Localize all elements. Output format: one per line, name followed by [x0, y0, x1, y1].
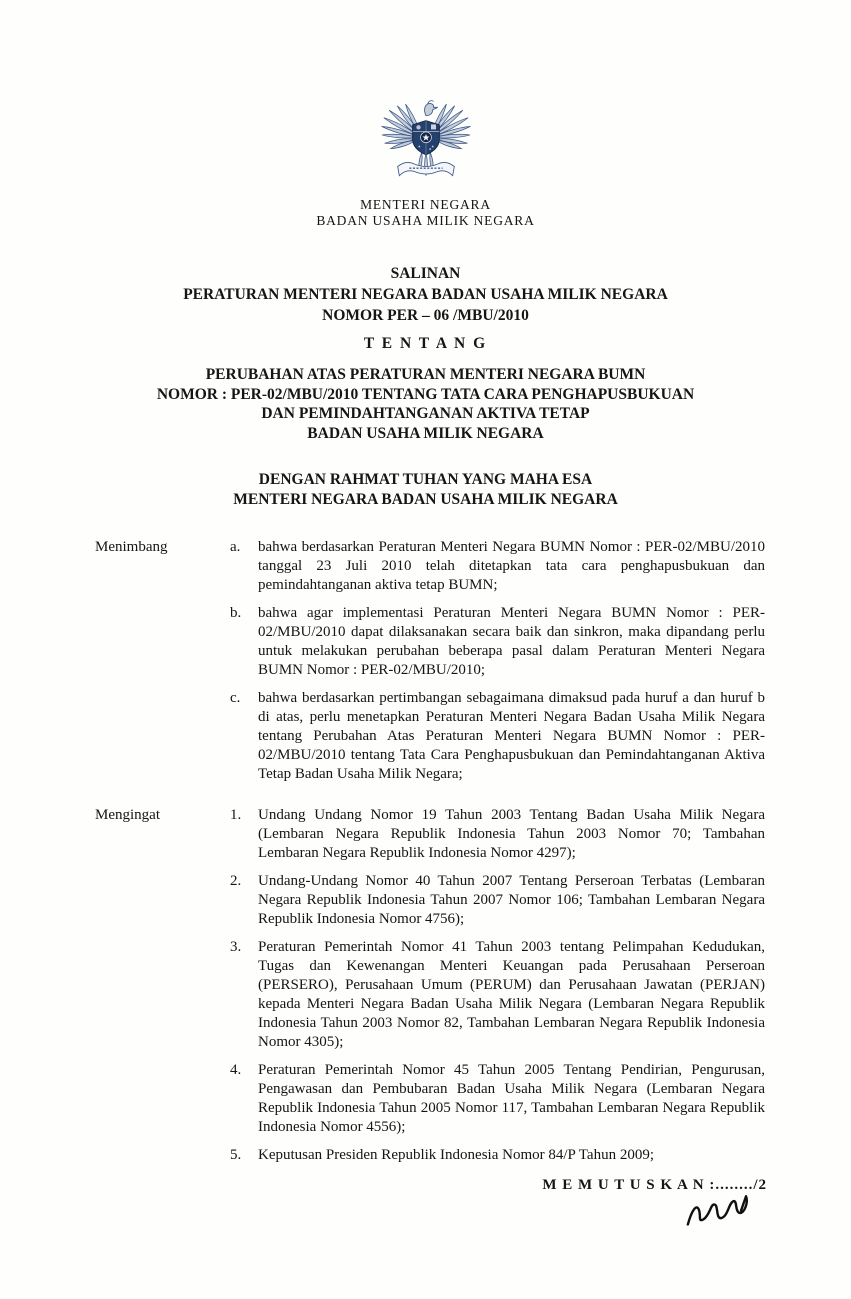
item-text: bahwa agar implementasi Peraturan Menteri Negara BUMN Nomor : PER-02/MBU/2010 dapat dilaksanakan secara baik dan sinkron, maka dipandang perlu untuk melakukan perubahan beberapa pasal dalam Peraturan Menteri Negara BUMN Nomor : PER-02/MBU/2010; [258, 605, 765, 678]
ministry-name-line2: BADAN USAHA MILIK NEGARA [316, 213, 535, 228]
item-text: Peraturan Pemerintah Nomor 45 Tahun 2005 Tentang Pendirian, Pengurusan, Pengawasan dan Pembubaran Badan Usaha Milik Negara (Lembaran Negara Republik Indonesia Tahun 2005 Nomor 117, Tambahan Lembaran Negara Republik Indonesia Nomor 4556); [258, 1062, 765, 1135]
subject-line: BADAN USAHA MILIK NEGARA [307, 424, 544, 442]
preamble [0, 470, 851, 509]
preamble-line1: DENGAN RAHMAT TUHAN YANG MAHA ESA [258, 471, 593, 488]
subject-line: DAN PEMINDAHTANGANAN AKTIVA TETAP [261, 405, 590, 422]
mengingat-item-3 [230, 938, 765, 1052]
footer [0, 1177, 851, 1233]
title-block [0, 263, 851, 443]
item-marker: b. [230, 605, 242, 621]
regulation-number: NOMOR PER – 06 /MBU/2010 [322, 307, 529, 324]
item-marker: c. [230, 690, 241, 706]
mengingat-item-1 [230, 806, 765, 863]
preamble-line2: MENTERI NEGARA BADAN USAHA MILIK NEGARA [233, 490, 618, 508]
item-text: Keputusan Presiden Republik Indonesia Nomor 84/P Tahun 2009; [258, 1147, 654, 1163]
mengingat-item-2 [230, 872, 765, 929]
menimbang-label: Menimbang [95, 539, 168, 555]
item-text: bahwa berdasarkan pertimbangan sebagaimana dimaksud pada huruf a dan huruf b di atas, perlu menetapkan Peraturan Menteri Negara Badan Usaha Milik Negara tentang Perubahan Atas Peraturan Menteri Negara BUMN Nomor : PER-02/MBU/2010 tentang Tata Cara Penghapusbukuan dan Pemindahtanganan Aktiva Tetap Badan Usaha Milik Negara; [258, 690, 765, 782]
regulation-title: PERATURAN MENTERI NEGARA BADAN USAHA MILIK NEGARA [183, 286, 668, 303]
salinan-label: SALINAN [390, 265, 461, 282]
item-text: Undang-Undang Nomor 40 Tahun 2007 Tentang Perseroan Terbatas (Lembaran Negara Republik Indonesia Tahun 2007 Nomor 106; Tambahan Lembaran Negara Republik Indonesia Nomor 4756); [258, 873, 765, 927]
garuda-pancasila-emblem-icon [376, 173, 476, 190]
menimbang-section [0, 538, 851, 784]
tentang-label: T E N T A N G [363, 335, 488, 352]
menimbang-item-c [230, 689, 765, 784]
subject-line: PERUBAHAN ATAS PERATURAN MENTERI NEGARA BUMN [205, 366, 646, 383]
paraf-signature-icon [0, 1194, 767, 1233]
item-text: bahwa berdasarkan Peraturan Menteri Negara BUMN Nomor : PER-02/MBU/2010 tanggal 23 Juli 2010 telah ditetapkan tata cara penghapusbukuan dan pemindahtanganan aktiva tetap BUMN; [258, 539, 765, 593]
mengingat-section [0, 806, 851, 1165]
mengingat-item-4 [230, 1061, 765, 1137]
item-marker: 3. [230, 939, 242, 955]
menimbang-item-b [230, 604, 765, 680]
item-text: Undang Undang Nomor 19 Tahun 2003 Tentang Badan Usaha Milik Negara (Lembaran Negara Republik Indonesia Tahun 2003 Nomor 70; Tambahan Lembaran Negara Republik Indonesia Nomor 4297); [258, 807, 765, 861]
memutuskan-continuation: M E M U T U S K A N :......../2 [542, 1177, 767, 1193]
subject-line: NOMOR : PER-02/MBU/2010 TENTANG TATA CARA PENGHAPUSBUKUAN [156, 385, 695, 403]
item-marker: 1. [230, 807, 242, 823]
item-marker: 4. [230, 1062, 242, 1078]
item-text: Peraturan Pemerintah Nomor 41 Tahun 2003 tentang Pelimpahan Kedudukan, Tugas dan Kewenangan Menteri Keuangan pada Perusahaan Perseroan (PERSERO), Perusahaan Umum (PERUM) dan Perusahaan Jawatan (PERJAN) kepada Menteri Negara Badan Usaha Milik Negara (Lembaran Negara Republik Indonesia Tahun 2003 Nomor 82, Tambahan Lembaran Negara Republik Indonesia Nomor 4305); [258, 939, 765, 1050]
menimbang-item-a [230, 538, 765, 595]
ministry-name-line1: MENTERI NEGARA [360, 197, 491, 212]
mengingat-item-5 [230, 1146, 765, 1165]
item-marker: a. [230, 539, 241, 555]
letterhead [0, 0, 851, 229]
mengingat-label: Mengingat [95, 807, 160, 823]
item-marker: 5. [230, 1147, 242, 1163]
item-marker: 2. [230, 873, 242, 889]
